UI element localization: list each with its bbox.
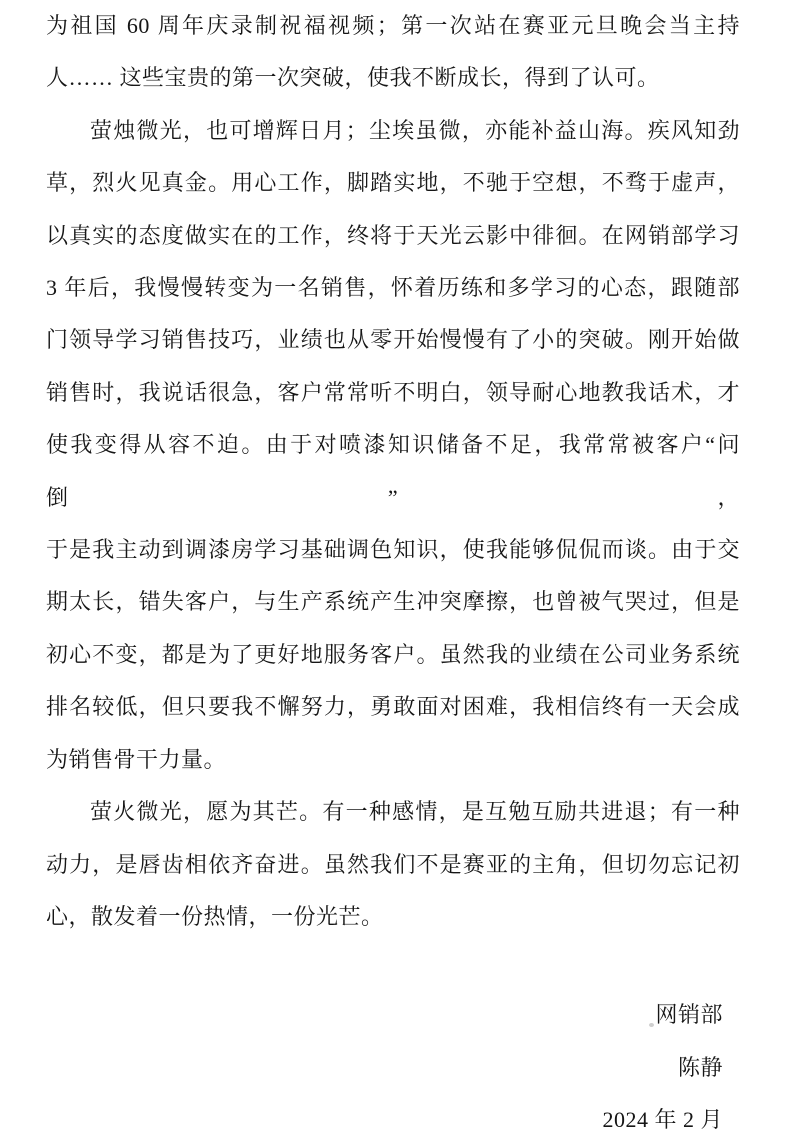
text-line: 3 年后，我慢慢转变为一名销售，怀着历练和多学习的心态，跟随部 bbox=[46, 275, 740, 301]
signature-department: 网销部 bbox=[655, 1002, 723, 1028]
text-line: 使我变得从容不迫。由于对喷漆知识储备不足，我常常被客户“问倒”， bbox=[46, 432, 740, 510]
signature-date: 2024 年 2 月 bbox=[602, 1107, 723, 1133]
text-line: 期太长，错失客户，与生产系统产生冲突摩擦，也曾被气哭过，但是 bbox=[46, 589, 740, 615]
signature-block bbox=[46, 989, 740, 1146]
text-line: 草，烈火见真金。用心工作，脚踏实地，不驰于空想，不骛于虚声， bbox=[46, 170, 740, 196]
text-line: 萤烛微光，也可增辉日月；尘埃虽微，亦能补益山海。疾风知劲 bbox=[90, 117, 740, 143]
text-line: 初心不变，都是为了更好地服务客户。虽然我的业绩在公司业务系统 bbox=[46, 641, 740, 667]
text-line: 门领导学习销售技巧，业绩也从零开始慢慢有了小的突破。刚开始做 bbox=[46, 327, 740, 353]
text-line: 以真实的态度做实在的工作，终将于天光云影中徘徊。在网销部学习 bbox=[46, 222, 740, 248]
document-body bbox=[46, 0, 740, 943]
text-line: 萤火微光，愿为其芒。有一种感情，是互勉互励共进退；有一种 bbox=[90, 799, 740, 825]
text-line: 人…… 这些宝贵的第一次突破，使我不断成长，得到了认可。 bbox=[46, 65, 660, 91]
text-line: 心，散发着一份热情，一份光芒。 bbox=[46, 903, 384, 929]
text-line: 销售时，我说话很急，客户常常听不明白，领导耐心地教我话术，才 bbox=[46, 379, 740, 405]
text-line: 为祖国 60 周年庆录制祝福视频；第一次站在赛亚元旦晚会当主持 bbox=[46, 13, 740, 38]
text-line: 动力，是唇齿相依齐奋进。虽然我们不是赛亚的主角，但切勿忘记初 bbox=[46, 851, 740, 877]
signature-name: 陈静 bbox=[677, 1054, 723, 1080]
scan-speck bbox=[649, 1023, 654, 1027]
text-line: 于是我主动到调漆房学习基础调色知识，使我能够侃侃而谈。由于交 bbox=[46, 537, 740, 563]
text-line: 为销售骨干力量。 bbox=[46, 746, 227, 772]
text-line: 排名较低，但只要我不懈努力，勇敢面对困难，我相信终有一天会成 bbox=[46, 694, 740, 720]
